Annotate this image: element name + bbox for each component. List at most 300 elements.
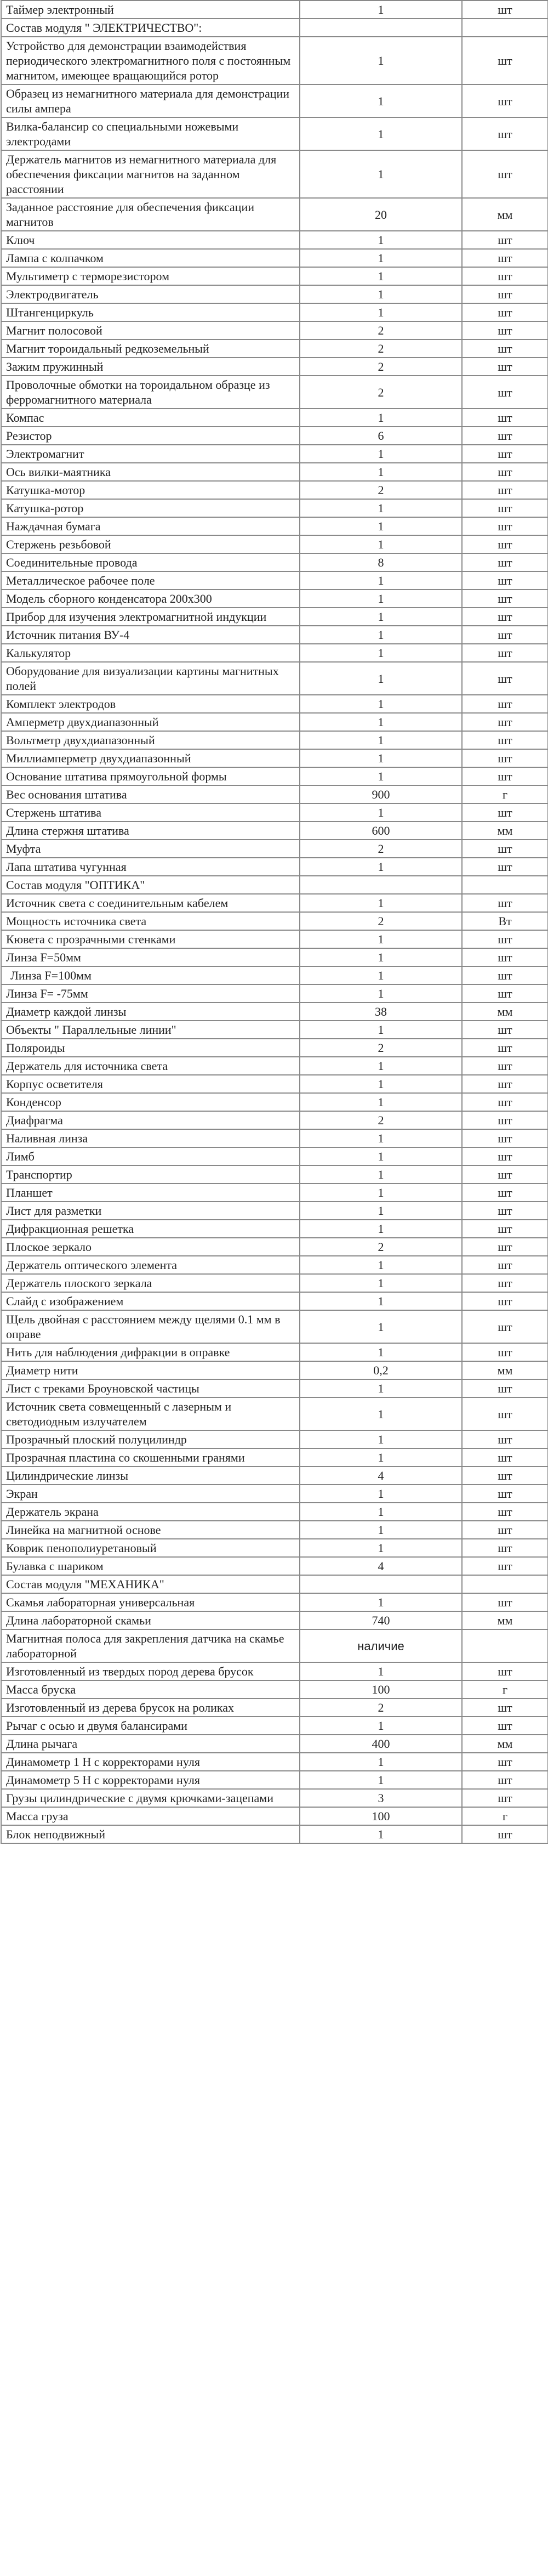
quantity-cell: 1 — [300, 590, 462, 608]
unit-cell: шт — [462, 535, 548, 553]
table-row — [1, 1, 548, 19]
unit-cell: шт — [462, 481, 548, 499]
table-row — [1, 1111, 548, 1129]
name-cell: Держатель оптического элемента — [1, 1256, 300, 1274]
table-row — [1, 1397, 548, 1430]
unit-cell: шт — [462, 1717, 548, 1735]
table-row — [1, 1343, 548, 1361]
quantity-cell: 100 — [300, 1807, 462, 1825]
name-cell: Конденсор — [1, 1093, 300, 1111]
name-cell: Заданное расстояние для обеспечения фиксации магнитов — [1, 198, 300, 231]
unit-cell: шт — [462, 1753, 548, 1771]
name-cell: Рычаг с осью и двумя балансирами — [1, 1717, 300, 1735]
quantity-cell: 1 — [300, 150, 462, 198]
table-row — [1, 427, 548, 445]
table-row — [1, 150, 548, 198]
unit-cell: шт — [462, 499, 548, 517]
unit-cell: мм — [462, 1611, 548, 1629]
quantity-cell: 1 — [300, 267, 462, 285]
table-row — [1, 1448, 548, 1467]
name-cell: Катушка-ротор — [1, 499, 300, 517]
name-cell: Линза F= -75мм — [1, 984, 300, 1003]
quantity-cell: 1 — [300, 1093, 462, 1111]
table-row — [1, 966, 548, 984]
table-row — [1, 321, 548, 339]
table-row — [1, 1503, 548, 1521]
quantity-cell: 1 — [300, 626, 462, 644]
name-cell: Слайд с изображением — [1, 1292, 300, 1310]
name-cell: Динамометр 5 Н с корректорами нуля — [1, 1771, 300, 1789]
quantity-cell: 1 — [300, 1753, 462, 1771]
table-row — [1, 1825, 548, 1843]
table-row — [1, 198, 548, 231]
table-row — [1, 1807, 548, 1825]
name-cell: Масса бруска — [1, 1680, 300, 1699]
quantity-cell: 1 — [300, 858, 462, 876]
unit-cell: мм — [462, 1735, 548, 1753]
name-cell: Состав модуля " ЭЛЕКТРИЧЕСТВО": — [1, 19, 300, 37]
quantity-cell: 1 — [300, 535, 462, 553]
name-cell: Транспортир — [1, 1165, 300, 1184]
name-cell: Стержень штатива — [1, 803, 300, 822]
name-cell: Оборудование для визуализации картины магнитных полей — [1, 662, 300, 695]
quantity-cell: 1 — [300, 1343, 462, 1361]
quantity-cell: 1 — [300, 285, 462, 303]
name-cell: Ось вилки-маятника — [1, 463, 300, 481]
equipment-table — [1, 0, 548, 1844]
table-row — [1, 1662, 548, 1680]
unit-cell: шт — [462, 1467, 548, 1485]
quantity-cell: 1 — [300, 1147, 462, 1165]
name-cell: Нить для наблюдения дифракции в оправке — [1, 1343, 300, 1361]
unit-cell: шт — [462, 858, 548, 876]
quantity-cell: 1 — [300, 1165, 462, 1184]
unit-cell: шт — [462, 1503, 548, 1521]
unit-cell: шт — [462, 626, 548, 644]
unit-cell: шт — [462, 1111, 548, 1129]
table-row — [1, 840, 548, 858]
name-cell: Стержень резьбовой — [1, 535, 300, 553]
table-row — [1, 1274, 548, 1292]
name-cell: Муфта — [1, 840, 300, 858]
quantity-cell: 1 — [300, 1057, 462, 1075]
table-row — [1, 1430, 548, 1448]
table-row — [1, 267, 548, 285]
quantity-cell: наличие — [300, 1629, 462, 1662]
unit-cell: г — [462, 785, 548, 803]
quantity-cell: 1 — [300, 1521, 462, 1539]
quantity-cell: 1 — [300, 37, 462, 84]
quantity-cell: 740 — [300, 1611, 462, 1629]
name-cell: Амперметр двухдиапазонный — [1, 713, 300, 731]
table-row — [1, 1093, 548, 1111]
table-row — [1, 803, 548, 822]
quantity-cell: 1 — [300, 1397, 462, 1430]
quantity-cell: 2 — [300, 481, 462, 499]
table-row — [1, 948, 548, 966]
section-header-row — [1, 1575, 548, 1593]
unit-cell: шт — [462, 894, 548, 912]
unit-cell: г — [462, 1680, 548, 1699]
unit-cell: шт — [462, 1310, 548, 1343]
quantity-cell: 1 — [300, 1, 462, 19]
table-row — [1, 1789, 548, 1807]
quantity-cell: 1 — [300, 1021, 462, 1039]
quantity-cell: 1 — [300, 1075, 462, 1093]
table-row — [1, 339, 548, 358]
name-cell: Миллиамперметр двухдиапазонный — [1, 749, 300, 767]
name-cell: Магнит полосовой — [1, 321, 300, 339]
name-cell: Линза F=100мм — [1, 966, 300, 984]
table-row — [1, 1021, 548, 1039]
unit-cell: шт — [462, 1292, 548, 1310]
name-cell: Коврик пенополиуретановый — [1, 1539, 300, 1557]
table-row — [1, 84, 548, 117]
unit-cell: шт — [462, 37, 548, 84]
unit-cell: шт — [462, 409, 548, 427]
unit-cell: шт — [462, 150, 548, 198]
quantity-cell: 1 — [300, 571, 462, 590]
name-cell: Экран — [1, 1485, 300, 1503]
name-cell: Длина лабораторной скамьи — [1, 1611, 300, 1629]
name-cell: Устройство для демонстрации взаимодействия периодического электромагнитного поля с постоянным магнитом, имеющее вращающийся ротор — [1, 37, 300, 84]
unit-cell: шт — [462, 695, 548, 713]
quantity-cell: 2 — [300, 1039, 462, 1057]
unit-cell: шт — [462, 662, 548, 695]
table-row — [1, 1003, 548, 1021]
name-cell: Держатель магнитов из немагнитного материала для обеспечения фиксации магнитов на заданном расстоянии — [1, 150, 300, 198]
table-row — [1, 894, 548, 912]
name-cell: Электромагнит — [1, 445, 300, 463]
unit-cell: шт — [462, 1184, 548, 1202]
table-row — [1, 249, 548, 267]
quantity-cell — [300, 876, 462, 894]
quantity-cell: 1 — [300, 608, 462, 626]
name-cell: Наждачная бумага — [1, 517, 300, 535]
table-row — [1, 1202, 548, 1220]
quantity-cell: 2 — [300, 1699, 462, 1717]
unit-cell: шт — [462, 1825, 548, 1843]
table-row — [1, 1467, 548, 1485]
table-row — [1, 1129, 548, 1147]
table-row — [1, 1717, 548, 1735]
unit-cell: шт — [462, 1202, 548, 1220]
unit-cell: шт — [462, 731, 548, 749]
unit-cell: шт — [462, 285, 548, 303]
section-header-row — [1, 876, 548, 894]
quantity-cell: 1 — [300, 713, 462, 731]
quantity-cell: 1 — [300, 1310, 462, 1343]
name-cell: Состав модуля "МЕХАНИКА" — [1, 1575, 300, 1593]
quantity-cell: 1 — [300, 930, 462, 948]
quantity-cell: 1 — [300, 303, 462, 321]
name-cell: Электродвигатель — [1, 285, 300, 303]
table-row — [1, 1699, 548, 1717]
name-cell: Лист для разметки — [1, 1202, 300, 1220]
table-row — [1, 231, 548, 249]
unit-cell: шт — [462, 930, 548, 948]
quantity-cell: 1 — [300, 1292, 462, 1310]
unit-cell: шт — [462, 571, 548, 590]
unit-cell: шт — [462, 1075, 548, 1093]
unit-cell: шт — [462, 117, 548, 150]
unit-cell: мм — [462, 822, 548, 840]
table-row — [1, 553, 548, 571]
unit-cell: шт — [462, 376, 548, 409]
unit-cell: мм — [462, 1361, 548, 1379]
table-row — [1, 1361, 548, 1379]
name-cell: Динамометр 1 Н с корректорами нуля — [1, 1753, 300, 1771]
name-cell: Соединительные провода — [1, 553, 300, 571]
quantity-cell — [300, 19, 462, 37]
quantity-cell: 1 — [300, 117, 462, 150]
quantity-cell: 2 — [300, 358, 462, 376]
name-cell: Мультиметр с терморезистором — [1, 267, 300, 285]
name-cell: Лампа с колпачком — [1, 249, 300, 267]
name-cell: Мощность источника света — [1, 912, 300, 930]
quantity-cell: 1 — [300, 984, 462, 1003]
name-cell: Вилка-балансир со специальными ножевыми электродами — [1, 117, 300, 150]
quantity-cell: 1 — [300, 1202, 462, 1220]
name-cell: Магнитная полоса для закрепления датчика на скамье лабораторной — [1, 1629, 300, 1662]
table-row — [1, 535, 548, 553]
quantity-cell: 1 — [300, 767, 462, 785]
name-cell: Изготовленный из дерева брусок на роликах — [1, 1699, 300, 1717]
table-row — [1, 1292, 548, 1310]
quantity-cell: 1 — [300, 1184, 462, 1202]
name-cell: Лапа штатива чугунная — [1, 858, 300, 876]
name-cell: Резистор — [1, 427, 300, 445]
table-row — [1, 285, 548, 303]
table-row — [1, 1521, 548, 1539]
unit-cell: шт — [462, 590, 548, 608]
quantity-cell: 2 — [300, 376, 462, 409]
name-cell: Ключ — [1, 231, 300, 249]
quantity-cell: 1 — [300, 662, 462, 695]
unit-cell — [462, 1629, 548, 1662]
quantity-cell: 1 — [300, 1503, 462, 1521]
table-row — [1, 1238, 548, 1256]
name-cell: Изготовленный из твердых пород дерева брусок — [1, 1662, 300, 1680]
quantity-cell: 1 — [300, 1662, 462, 1680]
unit-cell: шт — [462, 1539, 548, 1557]
quantity-cell: 1 — [300, 517, 462, 535]
table-row — [1, 1771, 548, 1789]
table-row — [1, 409, 548, 427]
name-cell: Плоское зеркало — [1, 1238, 300, 1256]
unit-cell: шт — [462, 84, 548, 117]
unit-cell: шт — [462, 984, 548, 1003]
unit-cell: шт — [462, 267, 548, 285]
quantity-cell: 1 — [300, 1593, 462, 1611]
name-cell: Диаметр нити — [1, 1361, 300, 1379]
table-row — [1, 463, 548, 481]
table-row — [1, 1611, 548, 1629]
table-row — [1, 695, 548, 713]
name-cell: Масса груза — [1, 1807, 300, 1825]
table-row — [1, 1629, 548, 1662]
table-row — [1, 930, 548, 948]
table-row — [1, 1147, 548, 1165]
unit-cell: шт — [462, 1448, 548, 1467]
quantity-cell: 1 — [300, 749, 462, 767]
name-cell: Катушка-мотор — [1, 481, 300, 499]
unit-cell: шт — [462, 339, 548, 358]
name-cell: Блок неподвижный — [1, 1825, 300, 1843]
name-cell: Вес основания штатива — [1, 785, 300, 803]
quantity-cell: 600 — [300, 822, 462, 840]
name-cell: Держатель экрана — [1, 1503, 300, 1521]
quantity-cell: 1 — [300, 1717, 462, 1735]
unit-cell: шт — [462, 767, 548, 785]
unit-cell: шт — [462, 1379, 548, 1397]
unit-cell: шт — [462, 1057, 548, 1075]
unit-cell — [462, 19, 548, 37]
table-row — [1, 303, 548, 321]
table-row — [1, 1539, 548, 1557]
table-row — [1, 1593, 548, 1611]
unit-cell: шт — [462, 1021, 548, 1039]
name-cell: Образец из немагнитного материала для демонстрации силы ампера — [1, 84, 300, 117]
quantity-cell: 2 — [300, 339, 462, 358]
table-row — [1, 1184, 548, 1202]
table-row — [1, 358, 548, 376]
table-row — [1, 590, 548, 608]
unit-cell: шт — [462, 966, 548, 984]
quantity-cell: 2 — [300, 1111, 462, 1129]
quantity-cell: 1 — [300, 1256, 462, 1274]
table-row — [1, 1557, 548, 1575]
name-cell: Состав модуля "ОПТИКА" — [1, 876, 300, 894]
table-row — [1, 713, 548, 731]
quantity-cell: 1 — [300, 894, 462, 912]
unit-cell: шт — [462, 1699, 548, 1717]
name-cell: Корпус осветителя — [1, 1075, 300, 1093]
table-row — [1, 376, 548, 409]
table-row — [1, 644, 548, 662]
name-cell: Кювета с прозрачными стенками — [1, 930, 300, 948]
unit-cell: шт — [462, 427, 548, 445]
unit-cell: шт — [462, 1220, 548, 1238]
quantity-cell: 8 — [300, 553, 462, 571]
unit-cell: шт — [462, 749, 548, 767]
table-row — [1, 1075, 548, 1093]
name-cell: Источник питания ВУ-4 — [1, 626, 300, 644]
quantity-cell: 0,2 — [300, 1361, 462, 1379]
name-cell: Источник света совмещенный с лазерным и светодиодным излучателем — [1, 1397, 300, 1430]
unit-cell: шт — [462, 517, 548, 535]
table-row — [1, 1039, 548, 1057]
quantity-cell: 1 — [300, 1771, 462, 1789]
unit-cell: шт — [462, 1430, 548, 1448]
quantity-cell: 900 — [300, 785, 462, 803]
name-cell: Металлическое рабочее поле — [1, 571, 300, 590]
name-cell: Линза F=50мм — [1, 948, 300, 966]
unit-cell: шт — [462, 1274, 548, 1292]
table-row — [1, 571, 548, 590]
name-cell: Длина стержня штатива — [1, 822, 300, 840]
unit-cell: шт — [462, 840, 548, 858]
table-row — [1, 1165, 548, 1184]
quantity-cell: 4 — [300, 1557, 462, 1575]
table-row — [1, 117, 548, 150]
quantity-cell: 1 — [300, 1129, 462, 1147]
name-cell: Грузы цилиндрические с двумя крючками-зацепами — [1, 1789, 300, 1807]
quantity-cell: 1 — [300, 1220, 462, 1238]
name-cell: Проволочные обмотки на тороидальном образце из ферромагнитного материала — [1, 376, 300, 409]
table-row — [1, 1256, 548, 1274]
unit-cell: шт — [462, 321, 548, 339]
quantity-cell: 100 — [300, 1680, 462, 1699]
unit-cell: шт — [462, 1397, 548, 1430]
table-row — [1, 1379, 548, 1397]
unit-cell: Вт — [462, 912, 548, 930]
quantity-cell: 1 — [300, 84, 462, 117]
table-row — [1, 1220, 548, 1238]
name-cell: Цилиндрические линзы — [1, 1467, 300, 1485]
table-row — [1, 767, 548, 785]
table-row — [1, 445, 548, 463]
table-row — [1, 1680, 548, 1699]
unit-cell: шт — [462, 1256, 548, 1274]
quantity-cell: 1 — [300, 948, 462, 966]
name-cell: Лимб — [1, 1147, 300, 1165]
quantity-cell: 4 — [300, 1467, 462, 1485]
unit-cell: шт — [462, 1129, 548, 1147]
unit-cell — [462, 876, 548, 894]
unit-cell: шт — [462, 1662, 548, 1680]
quantity-cell: 2 — [300, 912, 462, 930]
unit-cell: шт — [462, 1593, 548, 1611]
name-cell: Модель сборного конденсатора 200х300 — [1, 590, 300, 608]
name-cell: Наливная линза — [1, 1129, 300, 1147]
unit-cell: шт — [462, 713, 548, 731]
name-cell: Магнит тороидальный редкоземельный — [1, 339, 300, 358]
unit-cell: шт — [462, 1093, 548, 1111]
quantity-cell: 1 — [300, 1448, 462, 1467]
equipment-table-body — [1, 1, 548, 1843]
quantity-cell: 20 — [300, 198, 462, 231]
quantity-cell: 1 — [300, 445, 462, 463]
name-cell: Зажим пружинный — [1, 358, 300, 376]
name-cell: Штангенциркуль — [1, 303, 300, 321]
quantity-cell: 1 — [300, 1825, 462, 1843]
table-row — [1, 499, 548, 517]
table-row — [1, 626, 548, 644]
quantity-cell: 1 — [300, 499, 462, 517]
name-cell: Таймер электронный — [1, 1, 300, 19]
section-header-row — [1, 19, 548, 37]
table-row — [1, 1735, 548, 1753]
unit-cell: шт — [462, 1521, 548, 1539]
unit-cell: шт — [462, 948, 548, 966]
table-row — [1, 731, 548, 749]
name-cell: Поляроиды — [1, 1039, 300, 1057]
quantity-cell: 1 — [300, 966, 462, 984]
name-cell: Калькулятор — [1, 644, 300, 662]
table-row — [1, 858, 548, 876]
unit-cell: шт — [462, 1771, 548, 1789]
unit-cell: шт — [462, 445, 548, 463]
table-row — [1, 912, 548, 930]
quantity-cell: 1 — [300, 231, 462, 249]
unit-cell: шт — [462, 803, 548, 822]
quantity-cell — [300, 1575, 462, 1593]
quantity-cell: 1 — [300, 1485, 462, 1503]
name-cell: Прозрачная пластина со скошенными гранями — [1, 1448, 300, 1467]
unit-cell: шт — [462, 463, 548, 481]
quantity-cell: 1 — [300, 463, 462, 481]
